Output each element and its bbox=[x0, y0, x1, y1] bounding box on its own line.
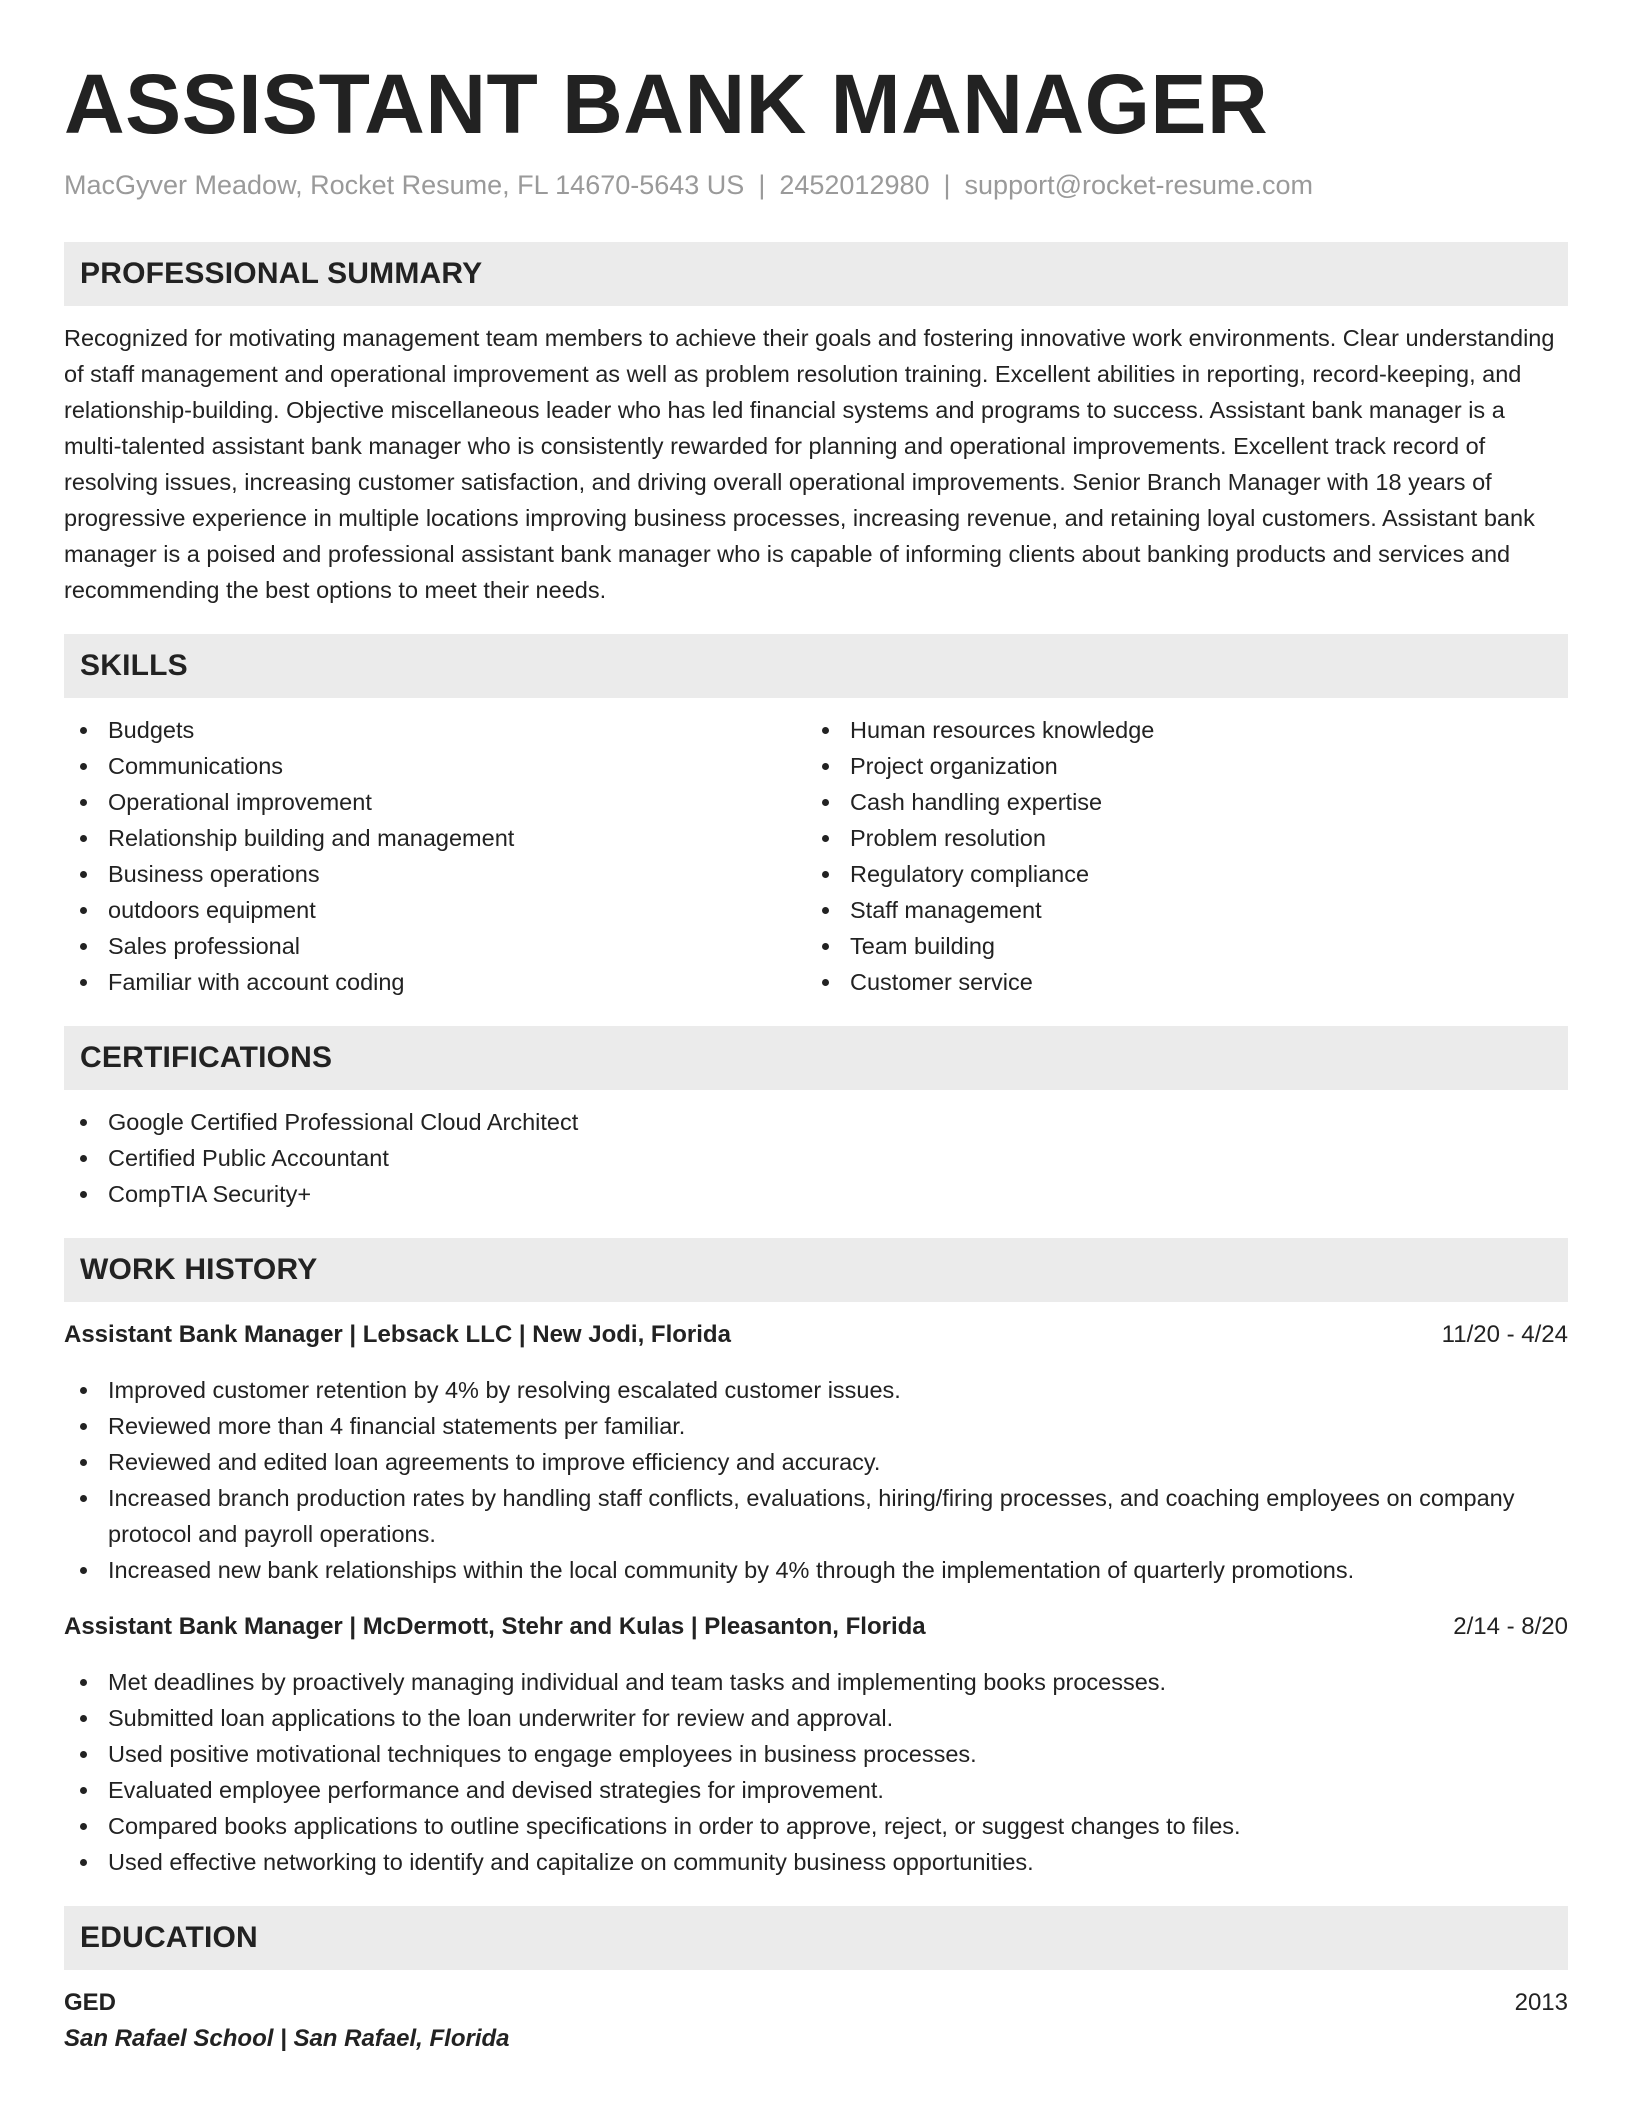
skill-item: Human resources knowledge bbox=[806, 712, 1548, 748]
summary-text: Recognized for motivating management team members to achieve their goals and fostering innovative work environments. Clear understanding of staff management and operational improvement as well as problem resolution training. Excellent abilities in reporting, record-keeping, and relationship-building. Objective miscellaneous leader who has led financial systems and programs to success. Assistant bank manager is a multi-talented assistant bank manager who is consistently rewarded for planning and operational improvements. Excellent track record of resolving issues, increasing customer satisfaction, and driving overall operational improvements. Senior Branch Manager with 18 years of progressive experience in multiple locations improving business processes, increasing revenue, and retaining loyal customers. Assistant bank manager is a poised and professional assistant bank manager who is capable of informing clients about banking products and services and recommending the best options to meet their needs. bbox=[64, 325, 1555, 603]
contact-phone: 2452012980 bbox=[779, 170, 930, 200]
section-header-summary: PROFESSIONAL SUMMARY bbox=[64, 242, 1568, 306]
contact-separator: | bbox=[758, 170, 766, 200]
job-bullet: Increased new bank relationships within the local community by 4% through the implementation of quarterly promotions. bbox=[64, 1552, 1568, 1588]
job-bullet: Used positive motivational techniques to engage employees in business processes. bbox=[64, 1736, 1568, 1772]
education-year: 2013 bbox=[1514, 1989, 1568, 2016]
skill-item: Staff management bbox=[806, 892, 1548, 928]
education-heading-row bbox=[64, 1986, 1568, 2020]
section-header-education: EDUCATION bbox=[64, 1906, 1568, 1970]
job-bullet: Met deadlines by proactively managing individual and team tasks and implementing books processes. bbox=[64, 1664, 1568, 1700]
job-bullets bbox=[64, 1372, 1568, 1588]
job-bullet: Improved customer retention by 4% by resolving escalated customer issues. bbox=[64, 1372, 1568, 1408]
job-dates: 2/14 - 8/20 bbox=[1453, 1613, 1568, 1640]
job-heading-row bbox=[64, 1610, 1568, 1644]
contact-line bbox=[64, 168, 1568, 202]
skill-item: Problem resolution bbox=[806, 820, 1548, 856]
education-school: San Rafael School | San Rafael, Florida bbox=[64, 2025, 510, 2052]
job-bullet: Compared books applications to outline specifications in order to approve, reject, or suggest changes to files. bbox=[64, 1808, 1568, 1844]
skill-item: Relationship building and management bbox=[64, 820, 806, 856]
job-bullet: Reviewed and edited loan agreements to improve efficiency and accuracy. bbox=[64, 1444, 1568, 1480]
education-degree: GED bbox=[64, 1989, 117, 2016]
skill-item: Regulatory compliance bbox=[806, 856, 1548, 892]
section-header-skills: SKILLS bbox=[64, 634, 1568, 698]
certifications-list bbox=[64, 1104, 1568, 1212]
skills-list-right bbox=[806, 712, 1548, 1000]
job-bullet: Used effective networking to identify and capitalize on community business opportunities. bbox=[64, 1844, 1568, 1880]
skill-item: Business operations bbox=[64, 856, 806, 892]
skills-list-left bbox=[64, 712, 806, 1000]
job-entry bbox=[64, 1318, 1568, 1588]
skill-item: Communications bbox=[64, 748, 806, 784]
job-bullet: Increased branch production rates by handling staff conflicts, evaluations, hiring/firing processes, and coaching employees on company protocol and payroll operations. bbox=[64, 1480, 1568, 1552]
skill-item: Operational improvement bbox=[64, 784, 806, 820]
contact-address: MacGyver Meadow, Rocket Resume, FL 14670-5643 US bbox=[64, 170, 745, 200]
resume-page bbox=[64, 58, 1568, 2056]
skill-item: Team building bbox=[806, 928, 1548, 964]
certification-item: CompTIA Security+ bbox=[64, 1176, 1568, 1212]
job-bullet: Reviewed more than 4 financial statements per familiar. bbox=[64, 1408, 1568, 1444]
job-heading: Assistant Bank Manager | McDermott, Stehr and Kulas | Pleasanton, Florida bbox=[64, 1613, 926, 1640]
contact-separator: | bbox=[943, 170, 951, 200]
resume-title: ASSISTANT BANK MANAGER bbox=[64, 57, 1269, 151]
certification-item: Google Certified Professional Cloud Architect bbox=[64, 1104, 1568, 1140]
job-bullets bbox=[64, 1664, 1568, 1880]
skill-item: Customer service bbox=[806, 964, 1548, 1000]
section-header-certifications: CERTIFICATIONS bbox=[64, 1026, 1568, 1090]
job-heading-row bbox=[64, 1318, 1568, 1352]
job-bullet: Evaluated employee performance and devised strategies for improvement. bbox=[64, 1772, 1568, 1808]
job-dates: 11/20 - 4/24 bbox=[1441, 1321, 1568, 1348]
skill-item: Sales professional bbox=[64, 928, 806, 964]
job-heading: Assistant Bank Manager | Lebsack LLC | New Jodi, Florida bbox=[64, 1321, 731, 1348]
section-header-work-history: WORK HISTORY bbox=[64, 1238, 1568, 1302]
job-bullet: Submitted loan applications to the loan underwriter for review and approval. bbox=[64, 1700, 1568, 1736]
job-entry bbox=[64, 1610, 1568, 1880]
certification-item: Certified Public Accountant bbox=[64, 1140, 1568, 1176]
education-entry bbox=[64, 1986, 1568, 2056]
skill-item: outdoors equipment bbox=[64, 892, 806, 928]
skill-item: Familiar with account coding bbox=[64, 964, 806, 1000]
skill-item: Budgets bbox=[64, 712, 806, 748]
contact-email: support@rocket-resume.com bbox=[964, 170, 1314, 200]
skill-item: Cash handling expertise bbox=[806, 784, 1548, 820]
skill-item: Project organization bbox=[806, 748, 1548, 784]
skills-grid bbox=[64, 712, 1568, 1000]
